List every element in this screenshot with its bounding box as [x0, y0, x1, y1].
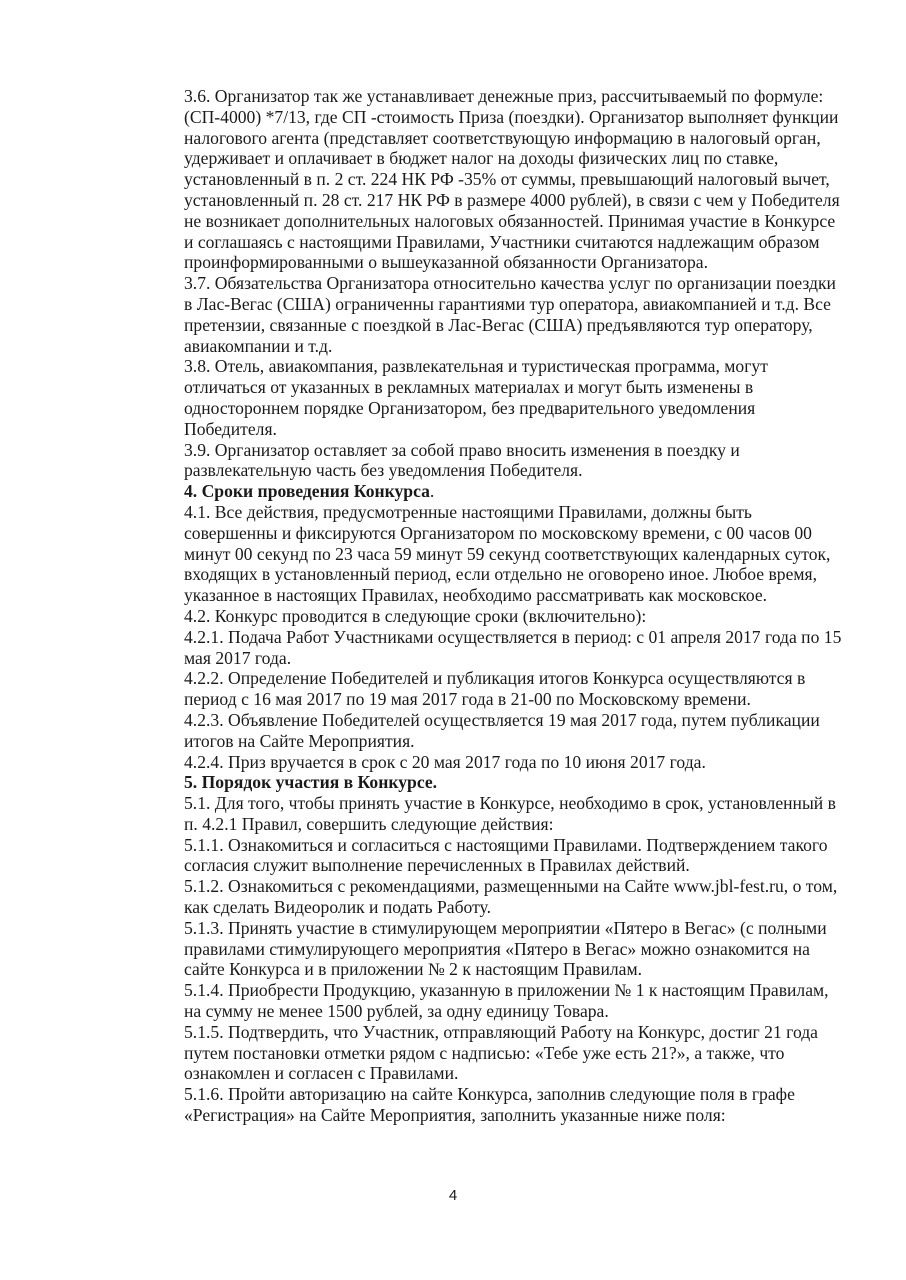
- page-number: 4: [448, 1187, 458, 1204]
- paragraph-4-2-4: 4.2.4. Приз вручается в срок с 20 мая 2017 года по 10 июня 2017 года.: [184, 751, 706, 772]
- paragraph-4-2: 4.2. Конкурс проводится в следующие сроки (включительно):: [184, 605, 647, 626]
- document-body: [184, 86, 848, 1126]
- paragraph-5-1-4: 5.1.4. Приобрести Продукцию, указанную в приложении № 1 к настоящим Правилам, на сумму не менее 1500 рублей, за одну единицу Товара.: [184, 980, 829, 1022]
- paragraph-5-1-3: 5.1.3. Принять участие в стимулирующем мероприятии «Пятеро в Вегас» (с полными правилами стимулирующего мероприятия «Пятеро в Вегас» можно ознакомится на сайте Конкурса и в приложении № 2 к настоящим Правилам.: [184, 917, 827, 980]
- paragraph-5-1-2: 5.1.2. Ознакомиться с рекомендациями, размещенными на Сайте www.jbl-fest.ru, о том, как сделать Видеоролик и подать Работу.: [184, 876, 838, 918]
- paragraph-5-1-6: 5.1.6. Пройти авторизацию на сайте Конкурса, заполнив следующие поля в графе «Регистрация» на Сайте Мероприятия, заполнить указанные ниже поля:: [184, 1084, 795, 1126]
- paragraph-3-8: 3.8. Отель, авиакомпания, развлекательная и туристическая программа, могут отличаться от указанных в рекламных материалах и могут быть изменены в одностороннем порядке Организатором, без предварительного уведомления Победителя.: [184, 356, 768, 439]
- paragraph-4-2-1: 4.2.1. Подача Работ Участниками осуществляется в период: с 01 апреля 2017 года по 15 мая 2017 года.: [184, 626, 842, 668]
- section-heading-4-title: 4. Сроки проведения Конкурса: [184, 481, 430, 502]
- section-heading-5-title: 5. Порядок участия в Конкурсе.: [184, 772, 438, 793]
- section-heading-5: [184, 772, 848, 793]
- paragraph-4-2-2: 4.2.2. Определение Победителей и публикация итогов Конкурса осуществляются в период с 16 мая 2017 по 19 мая 2017 года в 21-00 по Московскому времени.: [184, 668, 806, 710]
- paragraph-5-1: 5.1. Для того, чтобы принять участие в Конкурсе, необходимо в срок, установленный в п. 4.2.1 Правил, совершить следующие действия:: [184, 793, 836, 834]
- paragraph-5-1-1: 5.1.1. Ознакомиться и согласиться с настоящими Правилами. Подтверждением такого согласия служит выполнение перечисленных в Правилах действий.: [184, 834, 828, 876]
- paragraph-3-7: 3.7. Обязательства Организатора относительно качества услуг по организации поездки в Лас-Вегас (США) ограниченны гарантиями тур оператора, авиакомпанией и т.д. Все претензии, связанные с поездкой в Лас-Вегас (США) предъявляются тур оператору, авиакомпании и т.д.: [184, 273, 836, 356]
- section-heading-4: [184, 481, 848, 502]
- paragraph-5-1-5: 5.1.5. Подтвердить, что Участник, отправляющий Работу на Конкурс, достиг 21 года путем постановки отметки рядом с надписью: «Тебе уже есть 21?», а также, что ознакомлен и согласен с Правилами.: [184, 1021, 818, 1084]
- paragraph-4-2-3: 4.2.3. Объявление Победителей осуществляется 19 мая 2017 года, путем публикации итогов на Сайте Мероприятия.: [184, 709, 820, 751]
- paragraph-3-9: 3.9. Организатор оставляет за собой право вносить изменения в поездку и развлекательную часть без уведомления Победителя.: [184, 439, 740, 481]
- paragraph-4-1: 4.1. Все действия, предусмотренные настоящими Правилами, должны быть совершенны и фиксируются Организатором по московскому времени, с 00 часов 00 минут 00 секунд по 23 часа 59 минут 59 секунд соответствующих календарных суток, входящих в установленный период, если отдельно не оговорено иное. Любое время, указанное в настоящих Правилах, необходимо рассматривать как московское.: [184, 501, 831, 606]
- section-heading-4-suffix: .: [429, 481, 435, 502]
- paragraph-3-6: 3.6. Организатор так же устанавливает денежные приз, рассчитываемый по формуле: (СП-4000) *7/13, где СП -стоимость Приза (поездки). Организатор выполняет функции налогового агента (представляет соответствующую информацию в налоговый орган, удерживает и оплачивает в бюджет налог на доходы физических лиц по ставке, установленный в п. 2 ст. 224 НК РФ -35% от суммы, превышающий налоговый вычет, установленный п. 28 ст. 217 НК РФ в размере 4000 рублей), в связи с чем у Победителя не возникает дополнительных налоговых обязанностей. Принимая участие в Конкурсе и соглашаясь с настоящими Правилами, Участники считаются надлежащим образом проинформированными о вышеуказанной обязанности Организатора.: [184, 86, 840, 273]
